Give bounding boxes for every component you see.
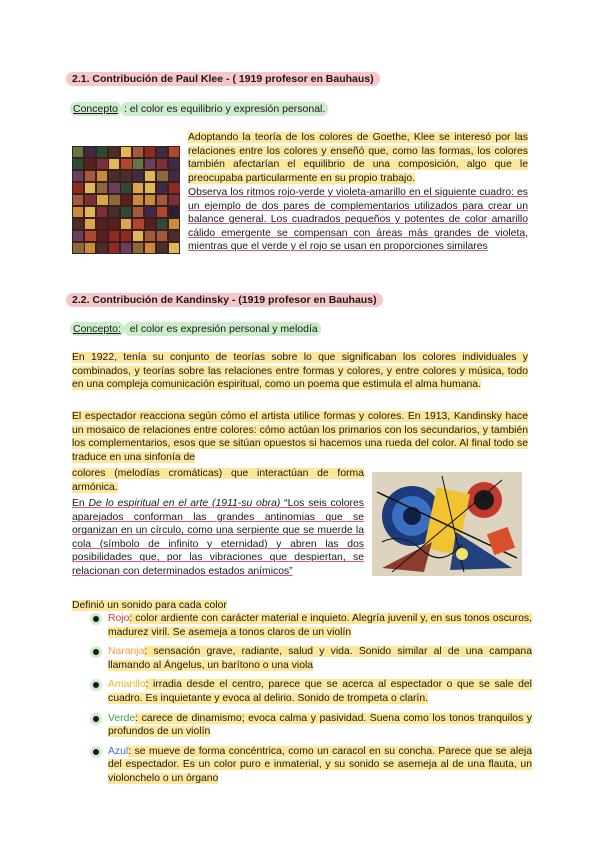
- mosaic-square: [157, 207, 167, 217]
- mosaic-square: [73, 219, 83, 229]
- klee-concept-label: Concepto: [70, 102, 121, 116]
- mosaic-square: [109, 219, 119, 229]
- mosaic-square: [97, 183, 107, 193]
- mosaic-square: [133, 207, 143, 217]
- mosaic-square: [121, 159, 132, 169]
- mosaic-square: [85, 219, 95, 229]
- mosaic-square: [169, 243, 179, 253]
- mosaic-square: [73, 231, 83, 241]
- mosaic-square: [145, 147, 155, 157]
- mosaic-square: [109, 183, 120, 193]
- mosaic-square: [157, 195, 167, 205]
- mosaic-square: [85, 231, 96, 241]
- mosaic-square: [85, 207, 95, 217]
- mosaic-square: [121, 195, 131, 205]
- mosaic-square: [109, 159, 119, 169]
- mosaic-square: [73, 195, 83, 205]
- list-item: [86, 645, 532, 672]
- mosaic-square: [169, 195, 179, 205]
- sounds-intro-text: Definió un sonido para cada color: [72, 600, 227, 611]
- mosaic-square: [109, 195, 120, 205]
- mosaic-square: [157, 243, 167, 253]
- mosaic-square: [97, 147, 107, 157]
- mosaic-square: [145, 231, 155, 241]
- bullet-icon: [90, 746, 102, 758]
- color-description: : color ardiente con carácter material e inquieto. Alegría juvenil y, en sus tonos oscuros, madurez viril. Se asemeja a tonos claros de un violín: [108, 613, 532, 638]
- mosaic-square: [85, 147, 95, 157]
- mosaic-square: [169, 231, 179, 241]
- mosaic-square: [109, 147, 119, 157]
- kandinsky-heading: 2.2. Contribución de Kandinsky - (1919 profesor en Bauhaus): [66, 293, 383, 307]
- kandinsky-p3-text: colores (melodías cromáticas) que interactúan de forma armónica.: [72, 468, 364, 493]
- mosaic-square: [145, 195, 155, 205]
- mosaic-square: [109, 207, 119, 217]
- mosaic-square: [73, 147, 83, 157]
- color-description: : se mueve de forma concéntrica, como un caracol en su concha. Parece que se aleja del espectador. Es un color puro e inmaterial, y su sonido se asemeja al de una flauta, un violonchelo o un órgano: [108, 745, 532, 784]
- mosaic-square: [97, 243, 107, 253]
- mosaic-square: [121, 243, 131, 253]
- mosaic-square: [121, 183, 131, 193]
- mosaic-square: [133, 171, 143, 181]
- kandinsky-paragraph-4: [72, 497, 364, 579]
- kandinsky-p2-text: El espectador reacciona según cómo el artista utilice formas y colores. En 1913, Kandinsky hace un mosaico de relaciones entre colores: cómo actúan los primarios con los secundarios, y también los complementarios, esos que se sitúan opuestos si hacemos una rueda del color. Al final todo se traduce en una sinfonía de: [72, 411, 528, 463]
- bullet-icon: [90, 646, 102, 658]
- klee-painting-image: [72, 146, 180, 254]
- klee-concept: [70, 103, 328, 115]
- mosaic-square: [133, 159, 143, 169]
- list-item: [86, 678, 532, 705]
- mosaic-square: [145, 243, 155, 253]
- mosaic-square: [97, 231, 107, 241]
- bullet-icon: [90, 713, 102, 725]
- kandinsky-book-title: De lo espiritual en el arte (1911-su obra): [88, 498, 281, 509]
- mosaic-square: [133, 183, 143, 193]
- mosaic-square: [157, 147, 167, 157]
- mosaic-square: [157, 231, 167, 241]
- mosaic-square: [73, 159, 83, 169]
- kandinsky-concept: [70, 323, 321, 335]
- kandinsky-paragraph-2: [72, 410, 528, 464]
- mosaic-square: [85, 171, 95, 181]
- mosaic-square: [121, 171, 131, 181]
- bullet-icon: [90, 679, 102, 691]
- mosaic-square: [145, 207, 156, 217]
- kandinsky-concept-label: Concepto:: [70, 322, 124, 336]
- mosaic-square: [133, 219, 144, 229]
- kandinsky-painting-graphic: [372, 472, 522, 576]
- mosaic-square: [157, 183, 167, 193]
- list-item: [86, 712, 532, 739]
- klee-painting-graphic: [72, 146, 180, 254]
- list-item: [86, 612, 532, 639]
- mosaic-square: [109, 243, 119, 253]
- kandinsky-paragraph-3: [72, 467, 364, 494]
- mosaic-square: [109, 231, 119, 241]
- kandinsky-p1-text: En 1922, tenía su conjunto de teorías sobre lo que significaban los colores individuales y combinados, y teorías sobre las relaciones entre formas y colores, y entre colores y música, todo en una compleja comunicación espiritual, como un poema que estimula el alma humana.: [72, 352, 528, 391]
- kandinsky-quote: “Los seis colores aparejados conforman las grandes antinomias que se organizan en un círculo, como una serpiente que se muerde la cola (símbolo de infinito y eternidad) y abren las dos posibilidades que, por las vibraciones que despiertan, se relacionan con determinados estados anímicos”: [72, 498, 364, 577]
- mosaic-square: [85, 243, 95, 253]
- color-name: Verde: [108, 712, 136, 724]
- mosaic-square: [169, 207, 180, 217]
- mosaic-square: [169, 171, 179, 181]
- mosaic-square: [133, 147, 143, 157]
- mosaic-square: [145, 171, 155, 181]
- klee-p2-text: Observa los ritmos rojo-verde y violeta-amarillo en el siguiente cuadro: es un ejemplo de dos pares de complementarios utilizados para crear un balance general. Los cuadrados pequeños y potentes de color amarillo cálido emergente se compensan con áreas más grandes de violeta, mientras que el verde y el rojo se usan en proporciones similares: [188, 187, 528, 253]
- mosaic-square: [73, 171, 83, 181]
- color-description: : carece de dinamismo; evoca calma y pasividad. Suena como los tonos tranquilos y profundos de un violín: [108, 712, 532, 738]
- color-name: Rojo: [108, 613, 130, 624]
- mosaic-square: [97, 219, 107, 229]
- klee-heading: 2.1. Contribución de Paul Klee - ( 1919 profesor en Bauhaus): [66, 72, 380, 86]
- color-description: : sensación grave, radiante, salud y vida. Sonido similar al de una campana llamando al Ángelus, un barítono o una viola: [108, 646, 532, 671]
- kandinsky-paragraph-1: [72, 351, 528, 392]
- mosaic-square: [85, 183, 95, 193]
- mosaic-square: [73, 207, 83, 217]
- mosaic-square: [145, 183, 155, 193]
- mosaic-square: [121, 231, 131, 241]
- mosaic-square: [97, 171, 107, 181]
- color-name: Amarillo: [108, 679, 146, 691]
- klee-p1-text: Adoptando la teoría de los colores de Goethe, Klee se interesó por las relaciones entre los colores y enseñó que, como las formas, los colores también afectarían el equilibrio de una composición, algo que le preocupaba particularmente en su propio trabajo.: [188, 132, 528, 184]
- mosaic-square: [85, 195, 96, 205]
- mosaic-square: [157, 171, 168, 181]
- mosaic-square: [169, 147, 179, 157]
- bullet-icon: [90, 613, 102, 625]
- mosaic-square: [133, 195, 143, 205]
- mosaic-square: [73, 243, 84, 253]
- mosaic-square: [145, 219, 155, 229]
- color-sound-list: [86, 612, 532, 792]
- mosaic-square: [97, 159, 108, 169]
- color-name: Naranja: [108, 646, 145, 658]
- mosaic-square: [97, 195, 108, 205]
- kandinsky-concept-text: el color es expresión personal y melodía: [124, 322, 321, 336]
- mosaic-square: [133, 243, 143, 253]
- mosaic-square: [97, 207, 107, 217]
- mosaic-square: [157, 219, 167, 229]
- mosaic-square: [85, 159, 95, 169]
- kandinsky-p4-lead: En: [72, 498, 89, 509]
- mosaic-square: [169, 159, 179, 169]
- sounds-intro: [72, 599, 372, 613]
- color-name: Azul: [108, 745, 129, 757]
- mosaic-square: [73, 183, 83, 193]
- mosaic-square: [121, 147, 131, 157]
- mosaic-square: [157, 159, 167, 169]
- mosaic-square: [169, 183, 180, 193]
- mosaic-square: [133, 231, 143, 241]
- list-item: [86, 745, 532, 786]
- mosaic-square: [121, 219, 131, 229]
- mosaic-square: [169, 219, 179, 229]
- color-description: : irradia desde el centro, parece que se acerca al espectador o que se sale del cuadro. Es inquietante y evoca al delirio. Sonido de trompeta o clarín.: [108, 679, 532, 704]
- mosaic-square: [121, 207, 131, 217]
- klee-concept-text: : el color es equilibrio y expresión personal.: [121, 102, 328, 116]
- klee-paragraph-2: [188, 186, 528, 254]
- mosaic-square: [109, 171, 119, 181]
- kandinsky-painting-image: [372, 472, 522, 576]
- klee-paragraph-1: [188, 131, 528, 185]
- mosaic-square: [145, 159, 155, 169]
